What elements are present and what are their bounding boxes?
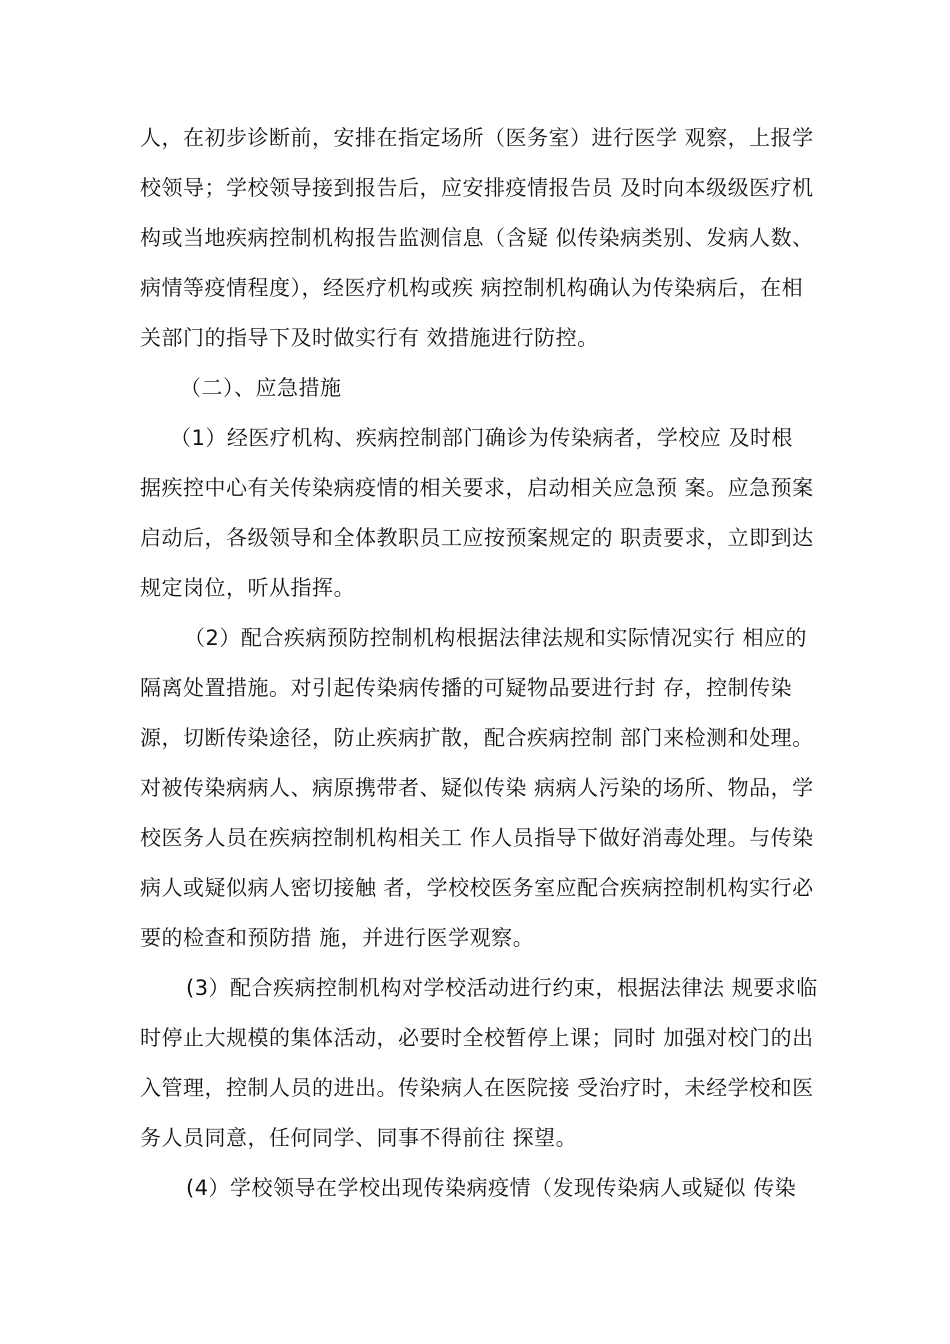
text-line: 要的检查和预防措 施，并进行医学观察。 (140, 926, 535, 950)
text-line: 务人员同意，任何同学、同事不得前往 探望。 (140, 1126, 578, 1150)
text-line: （2）配合疾病预防控制机构根据法律法规和实际情况实行 相应的 (184, 626, 808, 650)
text-line: 时停止大规模的集体活动，必要时全校暂停上课；同时 加强对校门的出 (140, 1026, 814, 1050)
text-line: (4）学校领导在学校出现传染病疫情（发现传染病人或疑似 传染 (186, 1176, 797, 1200)
heading-text: （二）、应急措施 (180, 376, 342, 400)
text-line: 对被传染病病人、病原携带者、疑似传染 病病人污染的场所、物品，学 (140, 776, 814, 800)
text-line: 病情等疫情程度），经医疗机构或疾 病控制机构确认为传染病后，在相 (140, 276, 804, 300)
text-line: 关部门的指导下及时做实行有 效措施进行防控。 (140, 326, 599, 350)
text-line: 规定岗位，听从指挥。 (140, 576, 355, 600)
text-line: 隔离处置措施。对引起传染病传播的可疑物品要进行封 存，控制传染 (140, 676, 793, 700)
text-line: 病人或疑似病人密切接触 者，学校校医务室应配合疾病控制机构实行必 (140, 876, 814, 900)
text-line: 校医务人员在疾病控制机构相关工 作人员指导下做好消毒处理。与传染 (140, 826, 814, 850)
text-line: (3）配合疾病控制机构对学校活动进行约束，根据法律法 规要求临 (186, 976, 818, 1000)
paragraph-1 (140, 113, 830, 363)
item-3 (140, 963, 830, 1163)
section-heading (140, 363, 830, 413)
text-line: 人，在初步诊断前，安排在指定场所（医务室）进行医学 观察，上报学 (140, 126, 814, 150)
item-4 (140, 1163, 830, 1213)
text-line: 源，切断传染途径，防止疾病扩散，配合疾病控制 部门来检测和处理。 (140, 726, 814, 750)
text-line: 校领导；学校领导接到报告后，应安排疫情报告员 及时向本级级医疗机 (140, 176, 814, 200)
text-line: 入管理，控制人员的进出。传染病人在医院接 受治疗时，未经学校和医 (140, 1076, 814, 1100)
text-line: 据疾控中心有关传染病疫情的相关要求，启动相关应急预 案。应急预案 (140, 476, 814, 500)
item-1 (140, 413, 830, 613)
item-2 (140, 613, 830, 963)
text-line: 构或当地疾病控制机构报告监测信息（含疑 似传染病类别、发病人数、 (140, 226, 814, 250)
text-line: 启动后，各级领导和全体教职员工应按预案规定的 职责要求，立即到达 (140, 526, 814, 550)
document-body (140, 113, 830, 1213)
text-line: （1）经医疗机构、疾病控制部门确诊为传染病者，学校应 及时根 (170, 426, 794, 450)
